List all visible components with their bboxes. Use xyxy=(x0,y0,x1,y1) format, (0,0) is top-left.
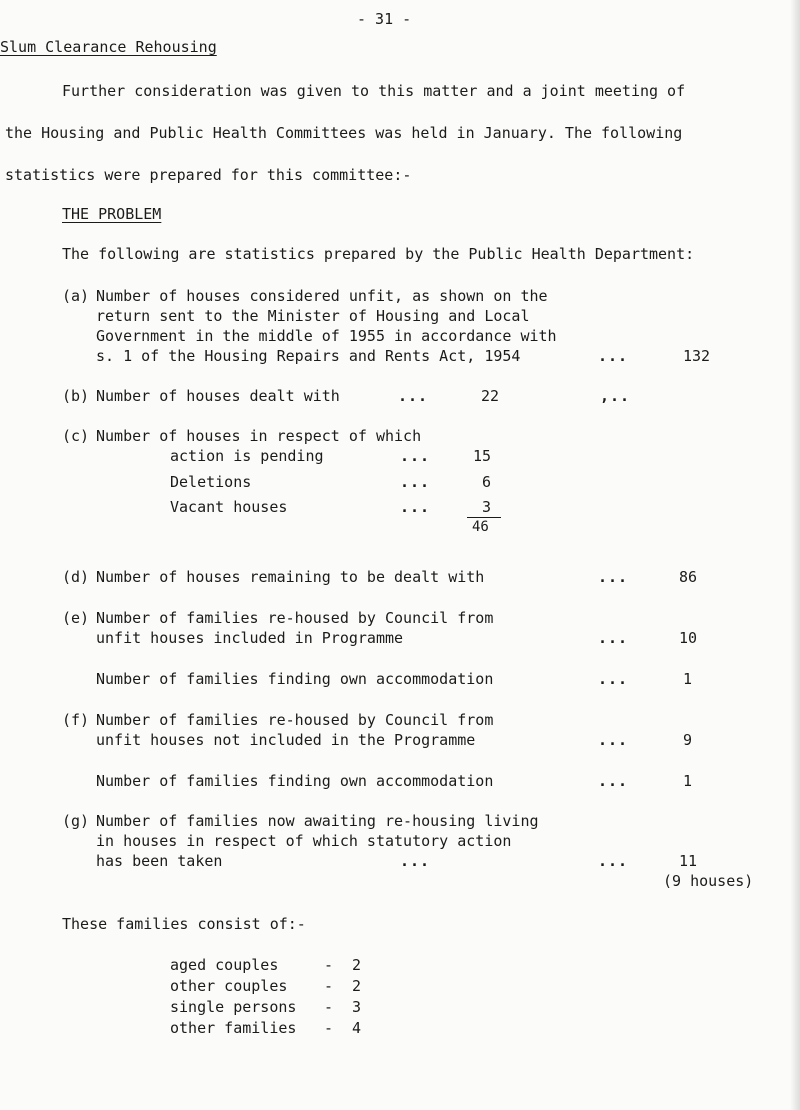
intro-line-3: statistics were prepared for this committee:- xyxy=(5,166,412,184)
families-intro: These families consist of:- xyxy=(62,915,306,933)
item-g-leader: ... xyxy=(598,852,629,870)
item-e-line-1: Number of families re-housed by Council from xyxy=(96,609,494,627)
vacant-houses-label: Vacant houses xyxy=(170,498,288,516)
family-other-couples-label: other couples xyxy=(170,977,288,995)
total-rule xyxy=(467,517,501,518)
item-f-value: 9 xyxy=(683,731,693,749)
item-f-leader: ... xyxy=(598,731,629,749)
item-g-line-2: in houses in respect of which statutory action xyxy=(96,832,512,850)
family-single-persons-label: single persons xyxy=(170,998,297,1016)
item-e-own-leader: ... xyxy=(598,670,629,688)
intro-line-2: the Housing and Public Health Committees was held in January. The following xyxy=(5,124,683,142)
item-g-line-1: Number of families now awaiting re-housing living xyxy=(96,812,539,830)
deletions-label: Deletions xyxy=(170,473,252,491)
item-a-line-2: return sent to the Minister of Housing and Local xyxy=(96,307,530,325)
item-a-label: (a) xyxy=(62,287,90,305)
item-b-comma-leader: ,.. xyxy=(600,387,631,405)
vacant-houses-leader: ... xyxy=(400,498,431,516)
item-g-note: (9 houses) xyxy=(663,872,754,890)
family-other-families-dash: - xyxy=(324,1019,334,1037)
family-aged-couples-value: 2 xyxy=(352,956,362,974)
item-g-line-3: has been taken xyxy=(96,852,223,870)
item-d-value: 86 xyxy=(679,568,698,586)
page-edge-shadow xyxy=(790,0,800,1110)
item-a-value: 132 xyxy=(683,347,711,365)
item-f-line-2: unfit houses not included in the Programme xyxy=(96,731,476,749)
lead-text: The following are statistics prepared by the Public Health Department: xyxy=(62,245,695,263)
page-number: - 31 - xyxy=(357,10,412,28)
item-c-line-1: Number of houses in respect of which xyxy=(96,427,422,445)
vacant-houses-value: 3 xyxy=(482,498,492,516)
item-e-own-value: 1 xyxy=(683,670,693,688)
item-b-value: 22 xyxy=(481,387,500,405)
intro-line-1: Further consideration was given to this matter and a joint meeting of xyxy=(62,82,686,100)
item-e-value: 10 xyxy=(679,629,698,647)
item-c-leader: ... xyxy=(400,447,431,465)
item-b-leader: ... xyxy=(398,387,429,405)
item-g-label: (g) xyxy=(62,812,90,830)
subheading: THE PROBLEM xyxy=(62,205,162,223)
item-f-line-1: Number of families re-housed by Council from xyxy=(96,711,494,729)
item-g-leader-mid: ... xyxy=(400,852,431,870)
item-b-label: (b) xyxy=(62,387,90,405)
item-e-own-label: Number of families finding own accommodation xyxy=(96,670,494,688)
item-f-own-value: 1 xyxy=(683,772,693,790)
item-f-own-leader: ... xyxy=(598,772,629,790)
item-d-text: Number of houses remaining to be dealt with xyxy=(96,568,485,586)
family-aged-couples-dash: - xyxy=(324,956,334,974)
item-c-value: 15 xyxy=(473,447,492,465)
family-single-persons-dash: - xyxy=(324,998,334,1016)
item-b-text: Number of houses dealt with xyxy=(96,387,340,405)
item-d-label: (d) xyxy=(62,568,90,586)
family-other-couples-dash: - xyxy=(324,977,334,995)
family-other-families-value: 4 xyxy=(352,1019,362,1037)
family-aged-couples-label: aged couples xyxy=(170,956,279,974)
item-a-leader: ... xyxy=(598,347,629,365)
item-c-label: (c) xyxy=(62,427,90,445)
item-c-line-2: action is pending xyxy=(170,447,324,465)
deletions-leader: ... xyxy=(400,473,431,491)
family-other-families-label: other families xyxy=(170,1019,297,1037)
item-g-value: 11 xyxy=(679,852,698,870)
item-a-line-3: Government in the middle of 1955 in accordance with xyxy=(96,327,557,345)
page-heading: Slum Clearance Rehousing xyxy=(0,38,217,56)
family-single-persons-value: 3 xyxy=(352,998,362,1016)
item-e-line-2: unfit houses included in Programme xyxy=(96,629,404,647)
item-f-label: (f) xyxy=(62,711,90,729)
item-e-label: (e) xyxy=(62,609,90,627)
deletions-value: 6 xyxy=(482,473,492,491)
item-c-total: 46 xyxy=(472,519,489,535)
item-d-leader: ... xyxy=(598,568,629,586)
item-f-own-label: Number of families finding own accommodation xyxy=(96,772,494,790)
item-a-line-1: Number of houses considered unfit, as shown on the xyxy=(96,287,548,305)
family-other-couples-value: 2 xyxy=(352,977,362,995)
item-e-leader: ... xyxy=(598,629,629,647)
item-a-line-4: s. 1 of the Housing Repairs and Rents Act, 1954 xyxy=(96,347,521,365)
